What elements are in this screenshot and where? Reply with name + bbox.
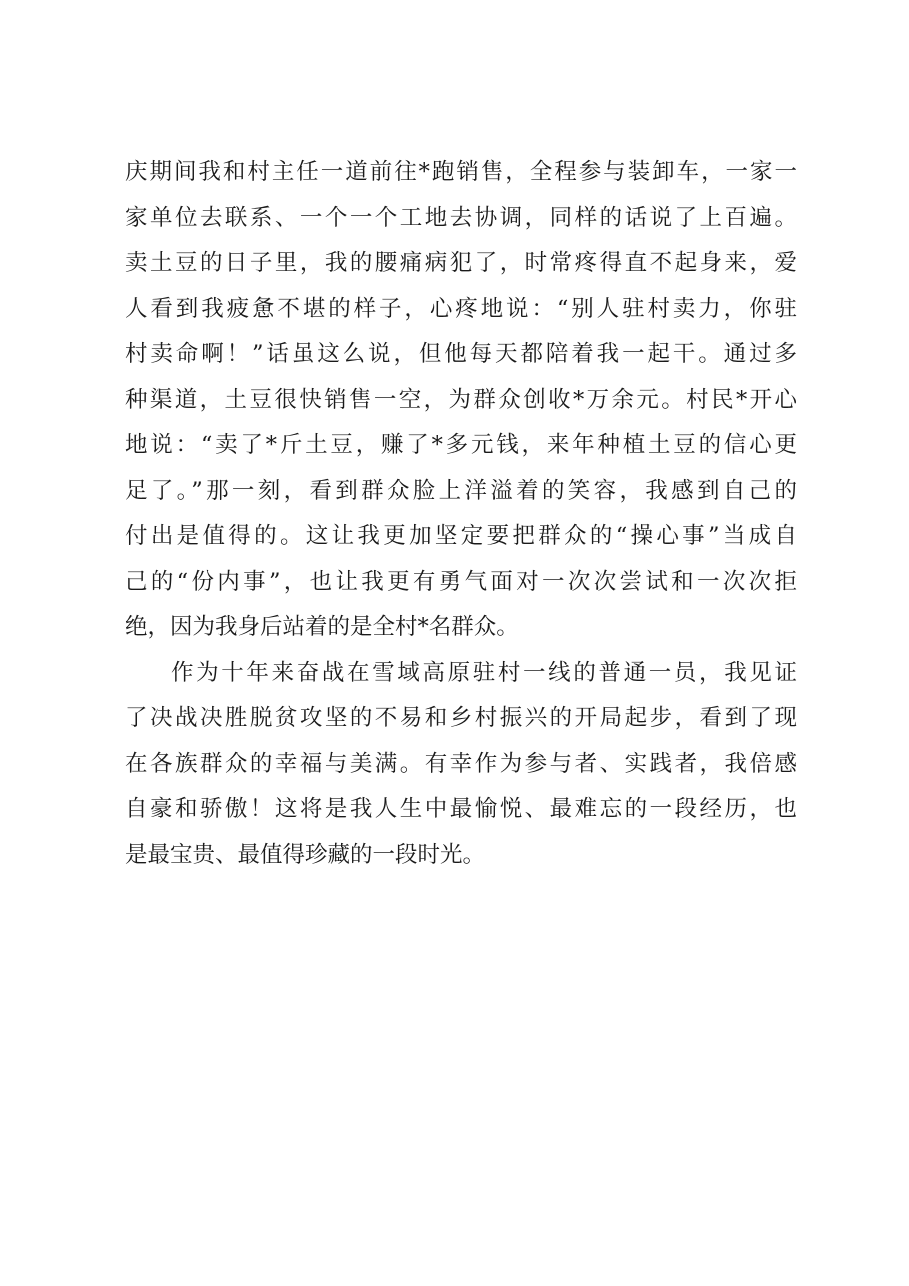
paragraph-2 — [125, 651, 797, 879]
body-text — [125, 150, 797, 878]
text-line: 在各族群众的幸福与美满。有幸作为参与者、实践者，我倍感 — [125, 750, 797, 777]
text-line: 付出是值得的。这让我更加坚定要把群众的“操心事”当成自 — [125, 523, 797, 549]
text-line: 己的“份内事”，也让我更有勇气面对一次次尝试和一次次拒 — [125, 568, 797, 595]
text-line: 地说：“卖了*斤土豆，赚了*多元钱，来年种植土豆的信心更 — [125, 432, 797, 458]
text-line: 卖土豆的日子里，我的腰痛病犯了，时常疼得直不起身来，爱 — [125, 250, 797, 276]
text-line: 村卖命啊！”话虽这么说，但他每天都陪着我一起干。通过多 — [125, 341, 797, 367]
text-line: 庆期间我和村主任一道前往*跑销售，全程参与装卸车，一家一 — [125, 159, 797, 185]
text-line: 自豪和骄傲！这将是我人生中最愉悦、最难忘的一段经历，也 — [125, 796, 797, 822]
text-line: 种渠道，土豆很快销售一空，为群众创收*万余元。村民*开心 — [125, 386, 797, 413]
text-line: 足了。”那一刻，看到群众脸上洋溢着的笑容，我感到自己的 — [125, 477, 797, 504]
text-line: 绝，因为我身后站着的是全村*名群众。 — [125, 614, 519, 640]
text-line: 家单位去联系、一个一个工地去协调，同样的话说了上百遍。 — [125, 204, 797, 231]
text-line: 人看到我疲惫不堪的样子，心疼地说：“别人驻村卖力，你驻 — [125, 295, 797, 322]
text-line: 是最宝贵、最值得珍藏的一段时光。 — [125, 841, 486, 868]
paragraph-1 — [125, 150, 797, 651]
text-line: 了决战决胜脱贫攻坚的不易和乡村振兴的开局起步，看到了现 — [125, 705, 797, 731]
text-line: 作为十年来奋战在雪域高原驻村一线的普通一员，我见证 — [171, 659, 797, 686]
